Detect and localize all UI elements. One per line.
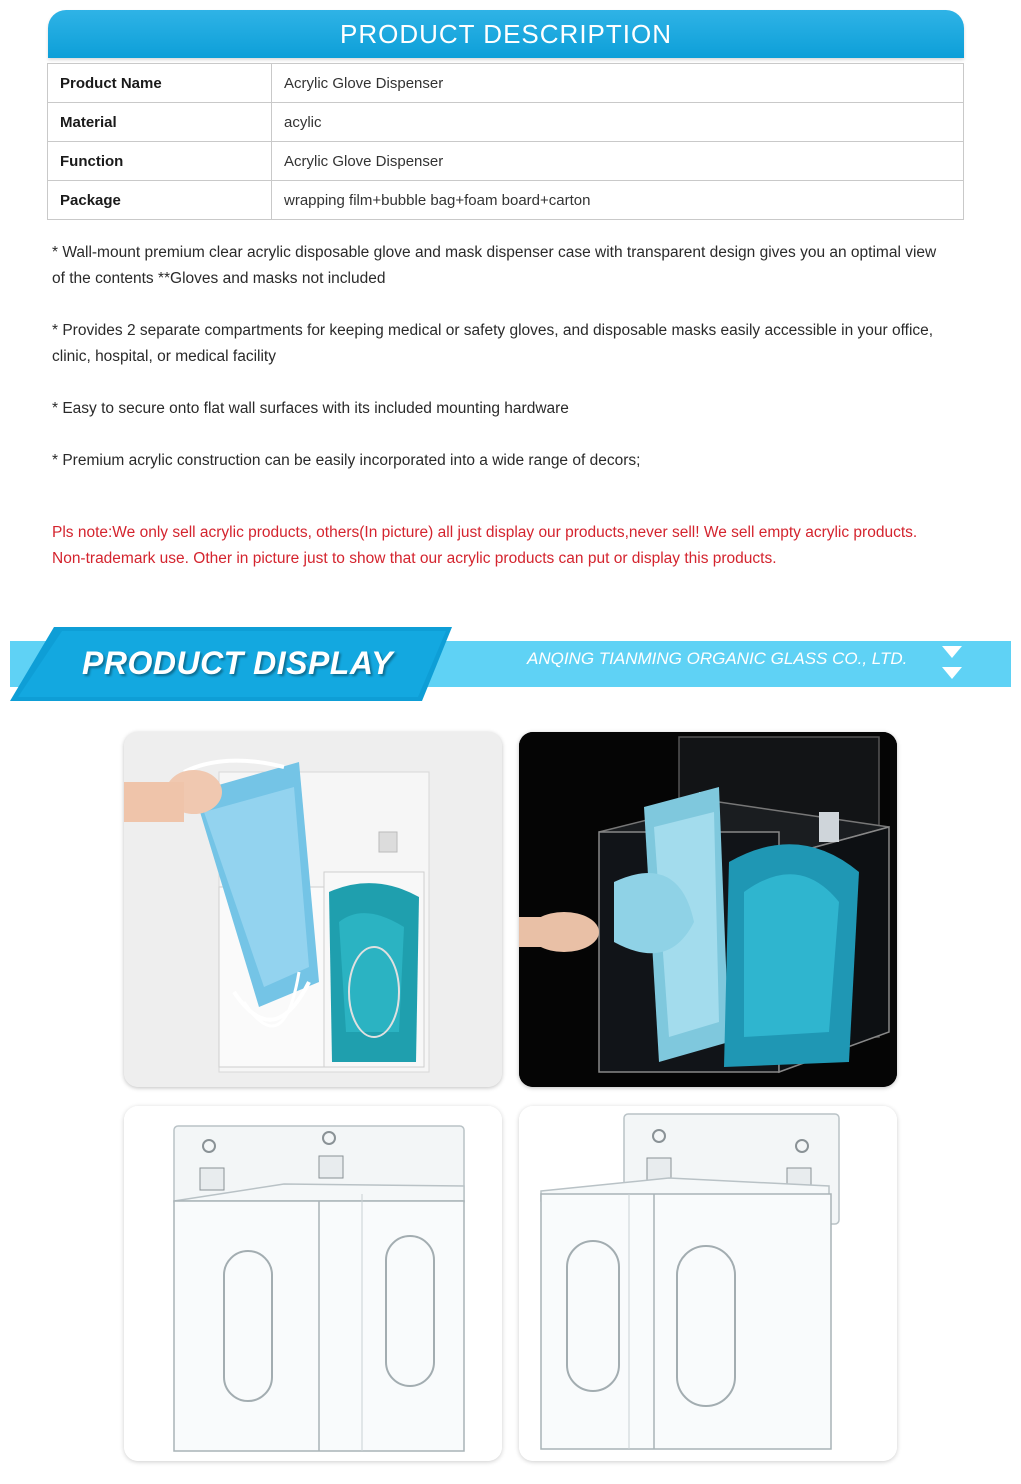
dispenser-with-masks-and-gloves-photo: [124, 732, 502, 1087]
company-name: ANQING TIANMING ORGANIC GLASS CO., LTD.: [527, 649, 908, 668]
spec-value: Acrylic Glove Dispenser: [272, 64, 964, 103]
spec-key: Material: [48, 103, 272, 142]
spec-value: wrapping film+bubble bag+foam board+carton: [272, 181, 964, 220]
feature-list: [52, 240, 952, 500]
product-description-title: PRODUCT DESCRIPTION: [340, 19, 672, 49]
table-row: [48, 181, 964, 220]
feature-item: * Provides 2 separate compartments for keeping medical or safety gloves, and disposable masks easily accessible in your office, clinic, hospital, or medical facility: [52, 322, 934, 365]
spec-key: Function: [48, 142, 272, 181]
notice-line: Non-trademark use. Other in picture just to show that our acrylic products can put or display this products.: [52, 550, 777, 567]
table-row: [48, 64, 964, 103]
empty-dispenser-angle-photo: [519, 1106, 897, 1461]
feature-item: * Premium acrylic construction can be easily incorporated into a wide range of decors;: [52, 452, 641, 469]
product-display-banner: [10, 627, 1011, 701]
spec-value: acylic: [272, 103, 964, 142]
notice-block: [52, 520, 952, 572]
spec-key: Product Name: [48, 64, 272, 103]
empty-dispenser-front-photo: [124, 1106, 502, 1461]
table-row: [48, 142, 964, 181]
feature-item: * Easy to secure onto flat wall surfaces with its included mounting hardware: [52, 400, 569, 417]
product-display-title: PRODUCT DISPLAY: [82, 645, 393, 681]
spec-table: [47, 63, 964, 220]
feature-item: * Wall-mount premium clear acrylic disposable glove and mask dispenser case with transparent design gives you an optimal view of the contents **Gloves and masks not included: [52, 244, 937, 287]
product-description-header: [48, 10, 964, 58]
spec-key: Package: [48, 181, 272, 220]
dispenser-dark-background-photo: [519, 732, 897, 1087]
spec-value: Acrylic Glove Dispenser: [272, 142, 964, 181]
notice-line: Pls note:We only sell acrylic products, others(In picture) all just display our products,never sell! We sell empty acrylic products.: [52, 524, 918, 541]
table-row: [48, 103, 964, 142]
